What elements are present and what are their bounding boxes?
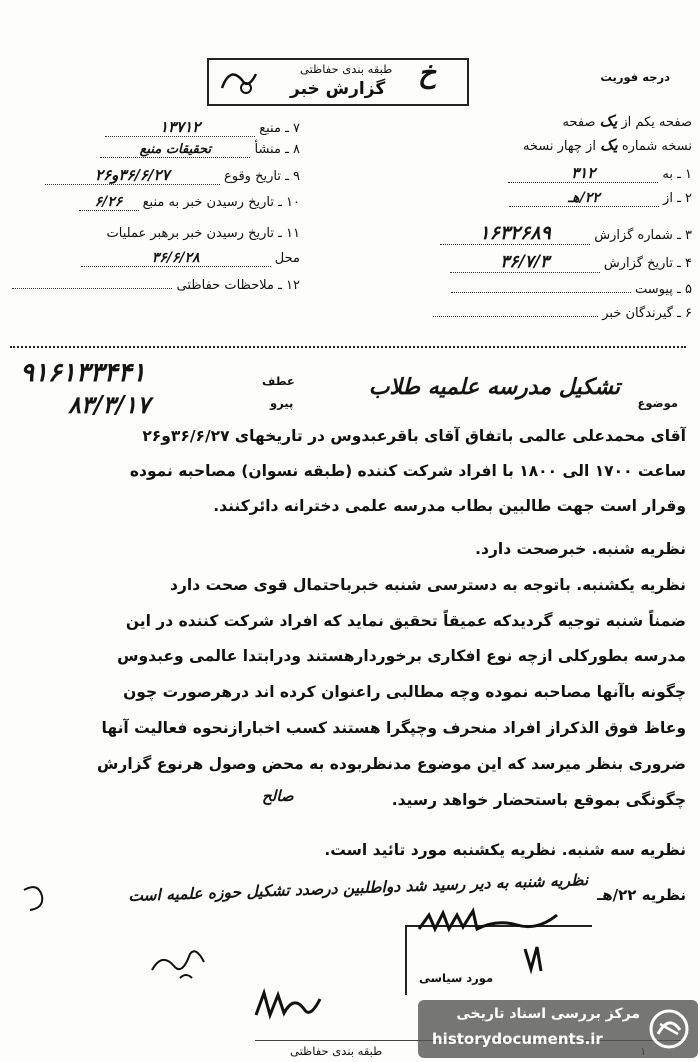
signature-icon [150, 940, 220, 985]
signature-icon [252, 985, 332, 1025]
field-date-occurrence: ۹ ـ تاریخ وقوع ۳۶/۶/۲۷و۲۶ [45, 166, 300, 185]
body-line: چگونه باآنها مصاحبه نموده وچه مطالبی راعنوان کرده اند درهرصورت چون [123, 683, 686, 701]
field-origin: ۸ ـ منشأ تحقیقات منبع [100, 142, 300, 158]
archive-logo-icon [648, 1008, 690, 1050]
peyro-value: ۸۳/۳/۱۷ [68, 390, 150, 419]
field-attachment: ۵ ـ پیوست [451, 282, 692, 297]
body-line: آقای محمدعلی عالمی باتفاق آقای باقرعبدوس در تاریخهای ۳۶/۶/۲۷و۲۶ [142, 427, 686, 445]
body-line: مدرسه بطورکلی ازچه نوع افکاری برخوردارهستند ودرابتدا عالمی وعبدوس [117, 647, 686, 665]
stamp-mark: خ [418, 56, 437, 89]
form-title: گزارش خبر [290, 79, 386, 99]
field-from: ۲ ـ از ۲۲/هـ [509, 190, 692, 207]
watermark-title: مرکز بررسی اسناد تاریخی [456, 1006, 640, 1022]
body-line: وعاظ فوق الذکراز افراد منحرف وچپگرا هستند کسب اخبارازنحوه فعالیت آنها [101, 719, 686, 737]
classification-label: طبقه بندی حفاظتی [300, 62, 393, 76]
right-fields [330, 112, 692, 332]
ref-value: ۹۱۶۱۳۳۴۴۱ [20, 358, 146, 388]
dispatch-label: مورد سیاسی [419, 971, 494, 985]
field-date-to-leader: ۱۱ ـ تاریخ رسیدن خبر برهبر عملیات [106, 226, 300, 241]
subject-value: تشکیل مدرسه علمیه طلاب [368, 374, 620, 400]
field-report-number: ۳ ـ شماره گزارش ۱۶۳۲۶۸۹ [440, 222, 692, 245]
body-line: چگونگی بموقع باستحضار خواهد رسید. [391, 791, 686, 809]
opinion-22-label: نظریه ۲۲/هـ [597, 886, 686, 904]
watermark [418, 1000, 698, 1058]
opinion-tuesday: نظریه سه شنبه. نظریه یکشنبه مورد تائید است. [324, 841, 686, 859]
field-date-to-source: ۱۰ ـ تاریخ رسیدن خبر به منبع ۶/۲۶ [79, 194, 301, 211]
body-line: ضروری بنظر میرسد که این موضوع مدنظربوده به محض وصول هرنوع گزارش [97, 755, 686, 773]
ref-label: عطف [262, 374, 295, 388]
field-place: محل ۳۶/۶/۲۸ [81, 250, 300, 267]
body-line: وقرار است جهت طالبین بطاب مدرسه علمی دخترانه دائرکنند. [213, 497, 686, 515]
field-report-date: ۴ ـ تاریخ گزارش ۳۶/۷/۳ [450, 252, 692, 273]
peyro-label: پیرو [270, 396, 294, 410]
signature-icon [20, 880, 60, 920]
dispatch-stamp [405, 925, 592, 995]
separator-line [10, 346, 686, 348]
subject-label: موضوع [637, 396, 678, 410]
field-recipients: ۶ ـ گیرندگان خبر [433, 306, 692, 321]
body-line: نظریه شنبه. خبرصحت دارد. [475, 540, 686, 558]
body-line: ضمناً شنبه توجیه گردیدکه عمیقاً تحقیق نماید که افراد شرکت کننده در این [125, 612, 686, 630]
handwritten-scribble-icon [212, 60, 262, 100]
body-initial: صالح [262, 787, 294, 805]
field-to: ۱ ـ به ۳۱۲ [508, 164, 692, 183]
body-line: ساعت ۱۷۰۰ الی ۱۸۰۰ با افراد شرکت کننده (طبقه نسوان) مصاحبه نموده [129, 462, 686, 480]
opinion-22-handwritten: نظریه شنبه به دیر رسید شد دواطلبین درصدد تشکیل حوزه علمیه است [127, 870, 589, 906]
field-page: صفحه یکم از یک صفحه [562, 112, 692, 130]
left-fields [10, 118, 300, 308]
field-copy-number: نسخه شماره یک از چهار نسخه [522, 136, 692, 154]
field-security-notes: ۱۲ ـ ملاحظات حفاظتی [12, 278, 300, 293]
field-source: ۷ ـ منبع ۱۳۷۱۲ [105, 118, 300, 137]
footer-classification: طبقه بندی حفاظتی [290, 1044, 383, 1058]
body-line: نظریه یکشنبه. باتوجه به دسترسی شنبه خبرباحتمال قوی صحت دارد [170, 576, 686, 594]
watermark-url: historydocuments.ir [432, 1030, 603, 1048]
priority-label: درجه فوریت [600, 70, 670, 84]
